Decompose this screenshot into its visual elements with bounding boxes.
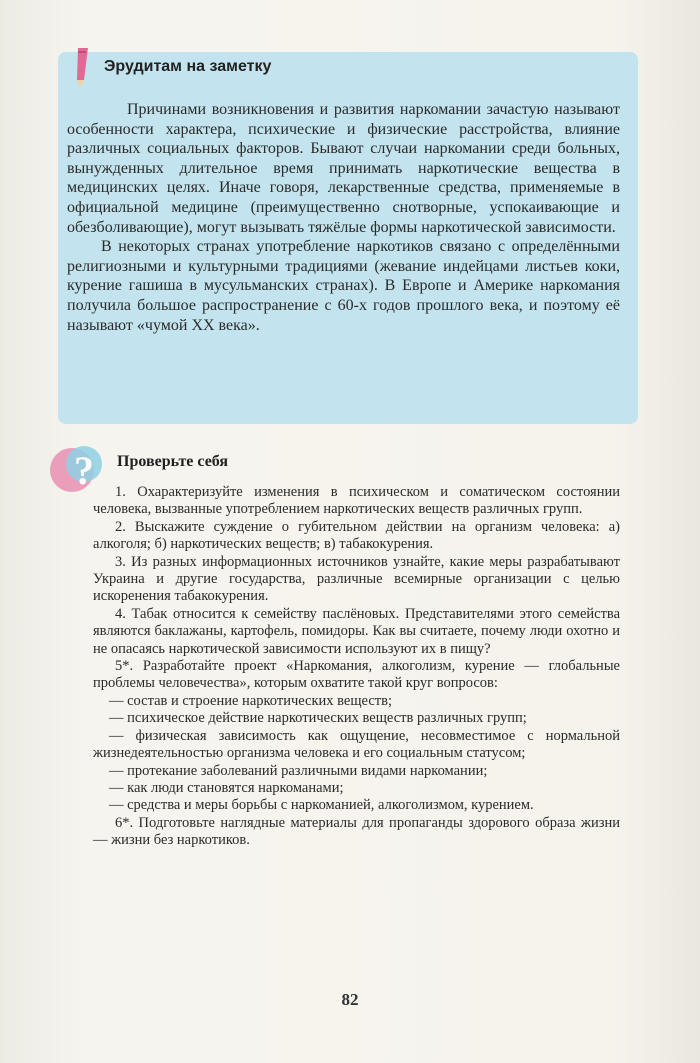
task-item: 1. Охарактеризуйте изменения в психическом и соматическом состоянии человека, вызванные употреблением наркотических веществ различных групп. <box>93 484 620 518</box>
task-item: 4. Табак относится к семейству паслёновых. Представителями этого семейства являются баклажаны, картофель, помидоры. Как вы считаете, почему люди охотно и не опасаясь наркотической зависимости используют их в пищу? <box>93 605 620 657</box>
erudite-title: Эрудитам на заметку <box>104 58 272 75</box>
task-list <box>93 484 620 850</box>
erudite-paragraph: Причинами возникновения и развития наркомании зачастую называют особенности характера, психические и физические расстройства, влияние различных социальных факторов. Бывают случаи наркомании среди больных, вынужденных длительное время принимать наркотические вещества в медицинских целях. Иначе говоря, лекарственные средства, применяемые в официальной медицине (преимущественно снотворные, успокаивающие и обезболивающие), могут вызывать тяжёлые формы наркотической зависимости. <box>67 101 620 236</box>
erudite-paragraph: В некоторых странах употребление наркотиков связано с определёнными религиозными и культурными традициями (жевание индейцами листьев коки, курение гашиша в мусульманских странах). В Европе и Америке наркомания получила большое распространение с 60-х годов прошлого века, и поэтому её называют «чумой XX века». <box>67 238 620 334</box>
task-subitem: — средства и меры борьбы с наркоманией, алкоголизмом, курением. <box>109 797 534 814</box>
pencil-icon <box>64 44 98 92</box>
task-item: 6*. Подготовьте наглядные материалы для пропаганды здорового образа жизни — жизни без наркотиков. <box>93 814 620 849</box>
task-item: 3. Из разных информационных источников узнайте, какие меры разрабатывают Украина и другие государства, различные всемирные организации с целью искоренения табакокурения. <box>93 553 620 605</box>
task-item: 2. Выскажите суждение о губительном действии на организм человека: а) алкоголя; б) наркотических веществ; в) табакокурения. <box>93 518 620 553</box>
task-item: 5*. Разработайте проект «Наркомания, алкоголизм, курение — глобальные проблемы человечества», которым охватите такой круг вопросов: <box>93 658 620 692</box>
task-subitem: — психическое действие наркотических веществ различных групп; <box>109 710 527 727</box>
task-subitem: — физическая зависимость как ощущение, несовместимое с нормальной жизнедеятельностью организма человека и его социальным статусом; <box>93 727 620 762</box>
check-yourself-title: Проверьте себя <box>117 453 229 470</box>
task-subitem: — протекание заболеваний различными видами наркомании; <box>109 762 488 779</box>
page-number: 82 <box>341 990 359 1009</box>
task-subitem: — как люди становятся наркоманами; <box>109 779 344 796</box>
svg-text:?: ? <box>74 448 94 493</box>
task-subitem: — состав и строение наркотических веществ; <box>109 692 392 709</box>
erudite-text <box>67 100 620 335</box>
